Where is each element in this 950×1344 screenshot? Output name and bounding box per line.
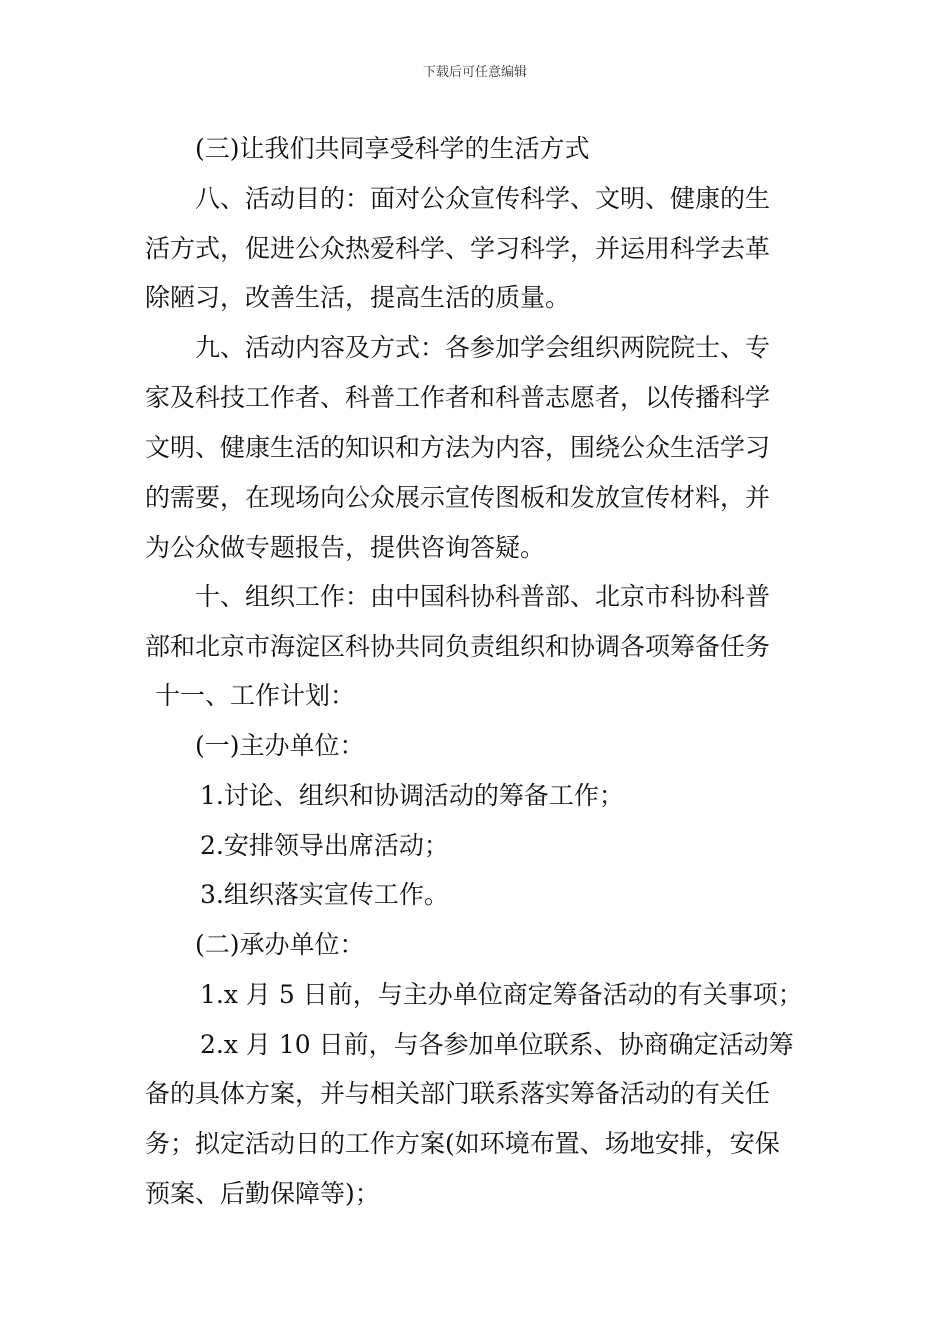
text-line: (一)主办单位： — [195, 731, 365, 760]
text-line: 九、活动内容及方式：各参加学会组织两院院士、专 — [195, 333, 771, 362]
text-line: (二)承办单位： — [195, 930, 365, 959]
text-line: 家及科技工作者、科普工作者和科普志愿者，以传播科学 — [145, 383, 771, 412]
page-header: 下载后可任意编辑 — [422, 65, 527, 80]
text-line: 1.讨论、组织和协调活动的筹备工作； — [200, 781, 624, 810]
text-line: 十一、工作计划： — [155, 681, 356, 710]
text-line: 八、活动目的：面对公众宣传科学、文明、健康的生 — [195, 184, 771, 213]
text-line: 文明、健康生活的知识和方法为内容，围绕公众生活学习 — [145, 433, 771, 462]
text-line: 部和北京市海淀区科协共同负责组织和协调各项筹备任务 — [145, 632, 771, 661]
text-line: (三)让我们共同享受科学的生活方式 — [195, 134, 590, 163]
text-line: 活方式，促进公众热爱科学、学习科学，并运用科学去革 — [145, 234, 771, 263]
text-line: 为公众做专题报告，提供咨询答疑。 — [145, 533, 546, 562]
text-line: 1.x 月 5 日前，与主办单位商定筹备活动的有关事项； — [200, 980, 803, 1009]
text-line: 务；拟定活动日的工作方案(如环境布置、场地安排，安保 — [145, 1129, 780, 1158]
text-line: 的需要，在现场向公众展示宣传图板和发放宣传材料，并 — [145, 483, 771, 512]
text-line: 2.x 月 10 日前，与各参加单位联系、协商确定活动筹 — [200, 1030, 794, 1059]
text-line: 十、组织工作：由中国科协科普部、北京市科协科普 — [195, 582, 771, 611]
text-line: 2.安排领导出席活动； — [200, 831, 449, 860]
text-line: 3.组织落实宣传工作。 — [200, 880, 449, 909]
text-line: 除陋习，改善生活，提高生活的质量。 — [145, 283, 571, 312]
text-line: 预案、后勤保障等)； — [145, 1179, 380, 1208]
text-line: 备的具体方案，并与相关部门联系落实筹备活动的有关任 — [145, 1079, 771, 1108]
